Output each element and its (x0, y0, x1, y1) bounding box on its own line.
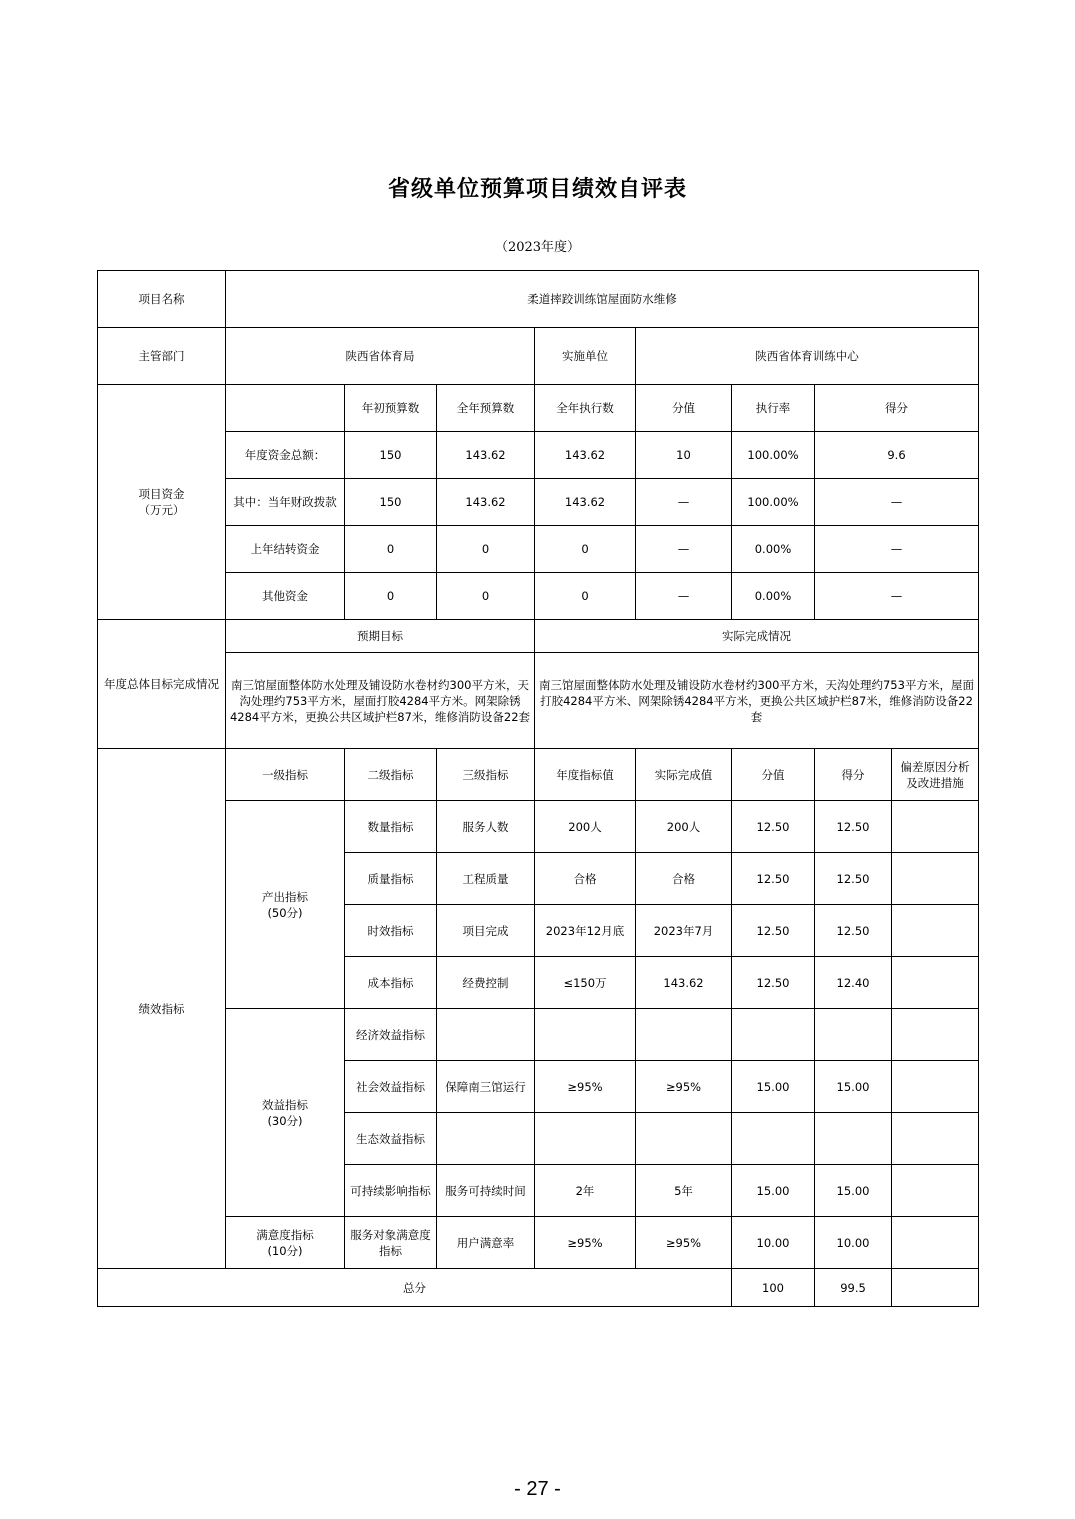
performance-cell-level2: 质量指标 (345, 853, 437, 905)
funds-header-cell: 全年预算数 (437, 385, 535, 432)
performance-header-cell: 三级指标 (437, 749, 535, 801)
performance-cell-score: 10.00 (815, 1217, 892, 1269)
performance-cell-level3: 项目完成 (437, 905, 535, 957)
performance-cell-score-value (732, 1009, 815, 1061)
goals-content-row (98, 653, 979, 749)
funds-row (98, 479, 979, 526)
performance-cell-score: 12.50 (815, 905, 892, 957)
performance-cell-note (892, 905, 979, 957)
funds-header-cell: 分值 (636, 385, 732, 432)
total-row (98, 1269, 979, 1307)
performance-cell-note (892, 1165, 979, 1217)
performance-cell-actual: 200人 (636, 801, 732, 853)
performance-cell-score: 12.50 (815, 853, 892, 905)
funds-cell-annual: 0 (437, 573, 535, 620)
performance-cell-level2: 时效指标 (345, 905, 437, 957)
performance-cell-note (892, 1217, 979, 1269)
performance-cell-note (892, 957, 979, 1009)
performance-header-row (98, 749, 979, 801)
performance-label: 绩效指标 (98, 749, 226, 1269)
performance-cell-score-value: 12.50 (732, 957, 815, 1009)
performance-cell-level3: 服务可持续时间 (437, 1165, 535, 1217)
performance-cell-score-value: 15.00 (732, 1061, 815, 1113)
project-name-row (98, 271, 979, 328)
funds-cell-executed: 143.62 (535, 479, 636, 526)
performance-cell-note (892, 1061, 979, 1113)
goals-header-row (98, 620, 979, 653)
performance-cell-score: 15.00 (815, 1061, 892, 1113)
performance-cell-target: ≥95% (535, 1061, 636, 1113)
project-name-label: 项目名称 (98, 271, 226, 328)
performance-cell-target: 2023年12月底 (535, 905, 636, 957)
funds-header-cell: 年初预算数 (345, 385, 437, 432)
funds-cell-name: 年度资金总额： (226, 432, 345, 479)
implementer-label: 实施单位 (535, 328, 636, 385)
implementer-value: 陕西省体育训练中心 (636, 328, 979, 385)
funds-cell-initial: 150 (345, 479, 437, 526)
performance-cell-level3 (437, 1113, 535, 1165)
performance-cell-target: 2年 (535, 1165, 636, 1217)
performance-cell-target (535, 1009, 636, 1061)
performance-cell-score (815, 1113, 892, 1165)
performance-cell-actual: ≥95% (636, 1217, 732, 1269)
department-value: 陕西省体育局 (226, 328, 535, 385)
performance-cell-level2: 成本指标 (345, 957, 437, 1009)
performance-cell-note (892, 853, 979, 905)
performance-group-label: 产出指标 (50分) (226, 801, 345, 1009)
performance-cell-note (892, 1113, 979, 1165)
performance-row (98, 801, 979, 853)
funds-cell-executed: 0 (535, 526, 636, 573)
performance-row (98, 1009, 979, 1061)
funds-cell-rate: 100.00% (732, 479, 815, 526)
performance-cell-level3: 工程质量 (437, 853, 535, 905)
total-label: 总分 (98, 1269, 732, 1307)
performance-cell-note (892, 1009, 979, 1061)
performance-cell-actual: 2023年7月 (636, 905, 732, 957)
funds-cell-score: — (815, 573, 979, 620)
performance-cell-actual: 143.62 (636, 957, 732, 1009)
performance-cell-actual (636, 1113, 732, 1165)
funds-header-cell: 得分 (815, 385, 979, 432)
performance-cell-target: ≤150万 (535, 957, 636, 1009)
funds-cell-rate: 0.00% (732, 573, 815, 620)
funds-header-blank (226, 385, 345, 432)
funds-cell-name: 其中：当年财政拨款 (226, 479, 345, 526)
funds-header-cell: 全年执行数 (535, 385, 636, 432)
funds-cell-annual: 0 (437, 526, 535, 573)
funds-cell-initial: 0 (345, 573, 437, 620)
performance-cell-target: ≥95% (535, 1217, 636, 1269)
funds-cell-name: 上年结转资金 (226, 526, 345, 573)
total-score-value: 100 (732, 1269, 815, 1307)
funds-cell-rate: 0.00% (732, 526, 815, 573)
performance-cell-score: 15.00 (815, 1165, 892, 1217)
funds-header-cell: 执行率 (732, 385, 815, 432)
performance-cell-score (815, 1009, 892, 1061)
funds-cell-score-value: — (636, 526, 732, 573)
total-score: 99.5 (815, 1269, 892, 1307)
performance-cell-score: 12.40 (815, 957, 892, 1009)
performance-cell-level2: 社会效益指标 (345, 1061, 437, 1113)
performance-cell-level3: 经费控制 (437, 957, 535, 1009)
year-note: （2023年度） (494, 240, 581, 255)
page-number: - 27 - (514, 1478, 561, 1500)
project-name-value: 柔道摔跤训练馆屋面防水维修 (226, 271, 979, 328)
performance-cell-score-value: 12.50 (732, 853, 815, 905)
performance-cell-score-value (732, 1113, 815, 1165)
performance-cell-level3 (437, 1009, 535, 1061)
funds-row (98, 526, 979, 573)
performance-cell-score-value: 15.00 (732, 1165, 815, 1217)
funds-cell-annual: 143.62 (437, 432, 535, 479)
funds-cell-rate: 100.00% (732, 432, 815, 479)
funds-cell-score-value: — (636, 479, 732, 526)
funds-cell-initial: 150 (345, 432, 437, 479)
funds-cell-initial: 0 (345, 526, 437, 573)
document-title: 省级单位预算项目绩效自评表 (387, 176, 687, 202)
goals-expected-header: 预期目标 (226, 620, 535, 653)
performance-cell-score: 12.50 (815, 801, 892, 853)
funds-cell-score: — (815, 526, 979, 573)
funds-label: 项目资金 （万元） (98, 385, 226, 620)
performance-cell-actual: ≥95% (636, 1061, 732, 1113)
performance-cell-actual: 合格 (636, 853, 732, 905)
performance-header-cell: 得分 (815, 749, 892, 801)
funds-cell-name: 其他资金 (226, 573, 345, 620)
funds-row (98, 432, 979, 479)
performance-cell-target: 合格 (535, 853, 636, 905)
performance-row (98, 1217, 979, 1269)
funds-row (98, 573, 979, 620)
performance-cell-level3: 用户满意率 (437, 1217, 535, 1269)
funds-cell-score: — (815, 479, 979, 526)
performance-cell-level3: 保障南三馆运行 (437, 1061, 535, 1113)
performance-cell-note (892, 801, 979, 853)
total-note (892, 1269, 979, 1307)
performance-cell-level2: 可持续影响指标 (345, 1165, 437, 1217)
goals-expected-text: 南三馆屋面整体防水处理及铺设防水卷材约300平方米，天沟处理约753平方米，屋面打胶4284平方米。网架除锈4284平方米，更换公共区域护栏87米，维修消防设备22套 (226, 653, 535, 749)
performance-header-cell: 一级指标 (226, 749, 345, 801)
performance-header-cell: 二级指标 (345, 749, 437, 801)
goals-actual-header: 实际完成情况 (535, 620, 979, 653)
performance-cell-score-value: 10.00 (732, 1217, 815, 1269)
performance-header-cell: 偏差原因分析及改进措施 (892, 749, 979, 801)
goals-actual-text: 南三馆屋面整体防水处理及铺设防水卷材约300平方米，天沟处理约753平方米，屋面打胶4284平方米、网架除锈4284平方米，更换公共区域护栏87米，维修消防设备22套 (535, 653, 979, 749)
performance-cell-actual: 5年 (636, 1165, 732, 1217)
performance-cell-actual (636, 1009, 732, 1061)
performance-group-label: 效益指标 (30分) (226, 1009, 345, 1217)
funds-cell-score-value: — (636, 573, 732, 620)
goals-label: 年度总体目标完成情况 (98, 620, 226, 749)
performance-header-cell: 实际完成值 (636, 749, 732, 801)
funds-header-row (98, 385, 979, 432)
performance-group-label: 满意度指标 (10分) (226, 1217, 345, 1269)
department-row (98, 328, 979, 385)
performance-cell-score-value: 12.50 (732, 905, 815, 957)
funds-cell-annual: 143.62 (437, 479, 535, 526)
performance-cell-target (535, 1113, 636, 1165)
performance-header-cell: 分值 (732, 749, 815, 801)
funds-cell-executed: 143.62 (535, 432, 636, 479)
performance-cell-level2: 经济效益指标 (345, 1009, 437, 1061)
evaluation-table (97, 270, 979, 1307)
funds-cell-score: 9.6 (815, 432, 979, 479)
funds-cell-score-value: 10 (636, 432, 732, 479)
funds-cell-executed: 0 (535, 573, 636, 620)
performance-cell-level2: 生态效益指标 (345, 1113, 437, 1165)
performance-cell-level2: 数量指标 (345, 801, 437, 853)
performance-cell-level3: 服务人数 (437, 801, 535, 853)
performance-cell-level2: 服务对象满意度指标 (345, 1217, 437, 1269)
performance-cell-score-value: 12.50 (732, 801, 815, 853)
performance-cell-target: 200人 (535, 801, 636, 853)
department-label: 主管部门 (98, 328, 226, 385)
performance-header-cell: 年度指标值 (535, 749, 636, 801)
